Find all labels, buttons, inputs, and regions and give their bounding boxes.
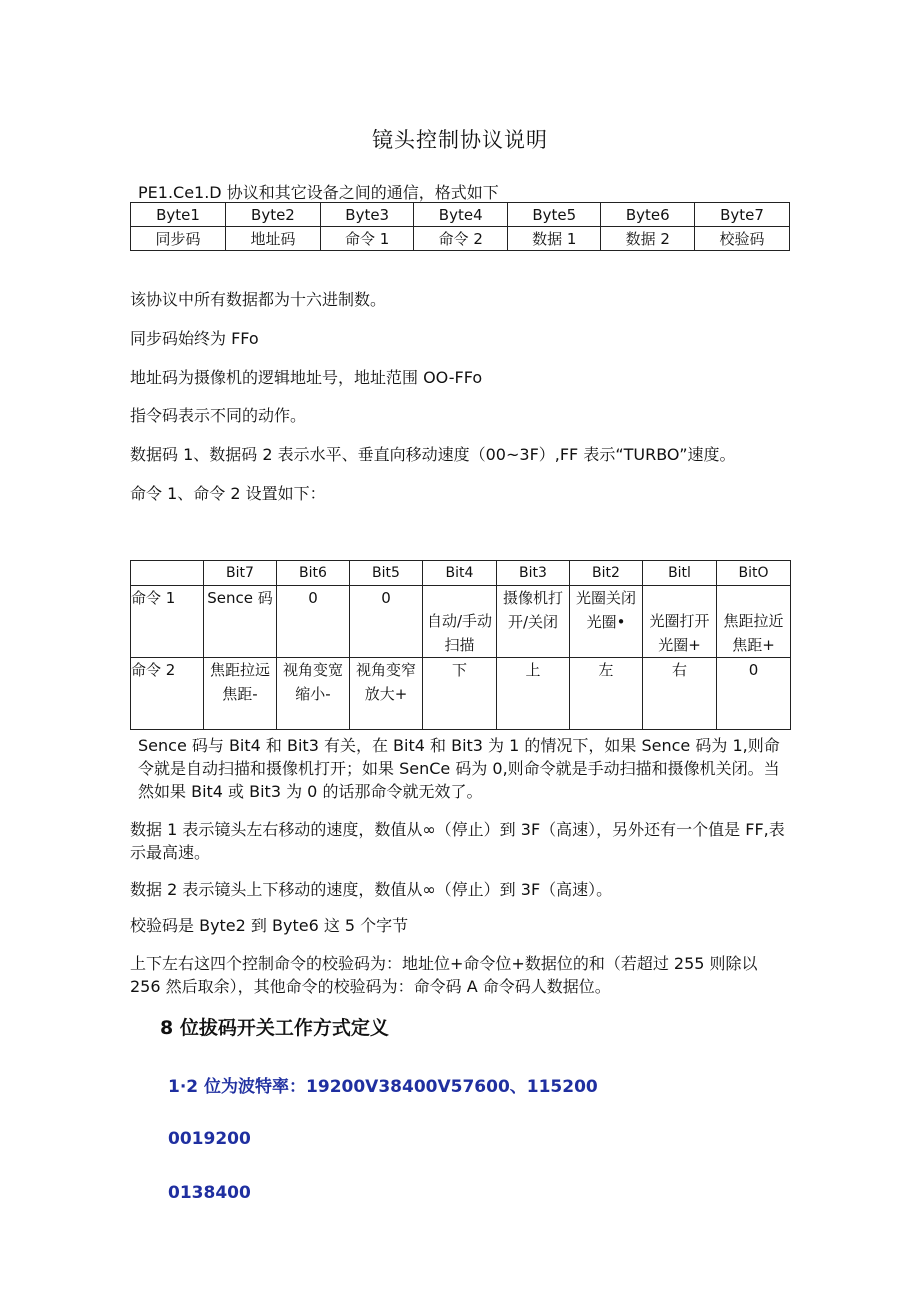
table-header-cell: Byte1	[131, 203, 226, 227]
table-header-cell: Bit6	[277, 561, 350, 586]
note-paragraph: 校验码是 Byte2 到 Byte6 这 5 个字节	[130, 916, 409, 935]
row-label-command1: 命令 1	[131, 586, 204, 658]
intro-text: PE1.Ce1.D 协议和其它设备之间的通信，格式如下	[138, 183, 499, 202]
table-header-cell: Bit7	[204, 561, 277, 586]
table-header-cell: Bit2	[570, 561, 643, 586]
note-paragraph: 数据 2 表示镜头上下移动的速度，数值从∞（停止）到 3F（高速）。	[130, 880, 613, 899]
table-row	[131, 203, 790, 227]
table-row	[131, 561, 791, 586]
table-header-cell: Bitl	[643, 561, 717, 586]
code-line: 0138400	[168, 1183, 251, 1203]
table-cell: 下	[423, 658, 497, 730]
table-header-cell	[131, 561, 204, 586]
table-cell: 光圈关闭光圈•	[570, 586, 643, 658]
table-cell: 0	[717, 658, 791, 730]
table-cell: 0	[350, 586, 423, 658]
table-cell: 数据 2	[601, 227, 695, 251]
table-cell: 左	[570, 658, 643, 730]
paragraph: 命令 1、命令 2 设置如下：	[130, 484, 326, 503]
note-paragraph: 数据 1 表示镜头左右移动的速度，数值从∞（停止）到 3F（高速），另外还有一个值是 FF,表示最高速。	[130, 820, 785, 862]
note-paragraph: 上下左右这四个控制命令的校验码为：地址位+命令位+数据位的和（若超过 255 则除以 256 然后取余），其他命令的校验码为：命令码 A 命令码人数据位。	[130, 954, 758, 996]
paragraph: 该协议中所有数据都为十六进制数。	[130, 290, 387, 309]
table-header-cell: Byte7	[695, 203, 790, 227]
table-header-cell: Bit5	[350, 561, 423, 586]
note-paragraph: Sence 码与 Bit4 和 Bit3 有关，在 Bit4 和 Bit3 为 1 的情况下，如果 Sence 码为 1,则命令就是自动扫描和摄像机打开；如果 SenCe 码为 0,则命令就是手动扫描和摄像机关闭。当然如果 Bit4 或 Bit3 为 0 的话那命令就无效了。	[138, 736, 780, 801]
table-cell: 焦距拉远焦距-	[204, 658, 277, 730]
table-cell: 上	[497, 658, 570, 730]
table-header-cell: Bit3	[497, 561, 570, 586]
paragraph: 同步码始终为 FFo	[130, 329, 259, 348]
table-cell: 命令 2	[414, 227, 508, 251]
table-cell: 命令 1	[320, 227, 414, 251]
table-header-cell: Byte5	[507, 203, 601, 227]
table-header-cell: Bit4	[423, 561, 497, 586]
row-label-command2: 命令 2	[131, 658, 204, 730]
table-cell: 数据 1	[507, 227, 601, 251]
table-cell: 摄像机打开/关闭	[497, 586, 570, 658]
table-cell: 右	[643, 658, 717, 730]
table-cell: 地址码	[225, 227, 320, 251]
table-header-cell: Byte4	[414, 203, 508, 227]
baud-rate-line: 1·2 位为波特率：19200V38400V57600、115200	[168, 1077, 598, 1097]
table-cell: 同步码	[131, 227, 226, 251]
table-row	[131, 658, 791, 730]
table-cell: 视角变宽缩小-	[277, 658, 350, 730]
paragraph: 指令码表示不同的动作。	[130, 406, 307, 425]
table-cell: 校验码	[695, 227, 790, 251]
table-header-cell: BitO	[717, 561, 791, 586]
byte-format-table	[130, 202, 790, 251]
table-cell: 光圈打开光圈+	[643, 586, 717, 658]
table-cell: Sence 码	[204, 586, 277, 658]
table-header-cell: Byte2	[225, 203, 320, 227]
table-cell: 视角变窄放大+	[350, 658, 423, 730]
section-heading: 8 位拔码开关工作方式定义	[160, 1017, 389, 1039]
bit-definition-table	[130, 560, 791, 730]
table-cell: 自动/手动扫描	[423, 586, 497, 658]
table-header-cell: Byte6	[601, 203, 695, 227]
code-line: 0019200	[168, 1129, 251, 1149]
paragraph: 地址码为摄像机的逻辑地址号，地址范围 OO-FFo	[130, 368, 483, 387]
table-row	[131, 227, 790, 251]
table-header-cell: Byte3	[320, 203, 414, 227]
page-title: 镜头控制协议说明	[372, 128, 548, 152]
table-cell: 0	[277, 586, 350, 658]
paragraph: 数据码 1、数据码 2 表示水平、垂直向移动速度（00~3F）,FF 表示“TURBO”速度。	[130, 445, 736, 464]
table-cell: 焦距拉近焦距+	[717, 586, 791, 658]
table-row	[131, 586, 791, 658]
